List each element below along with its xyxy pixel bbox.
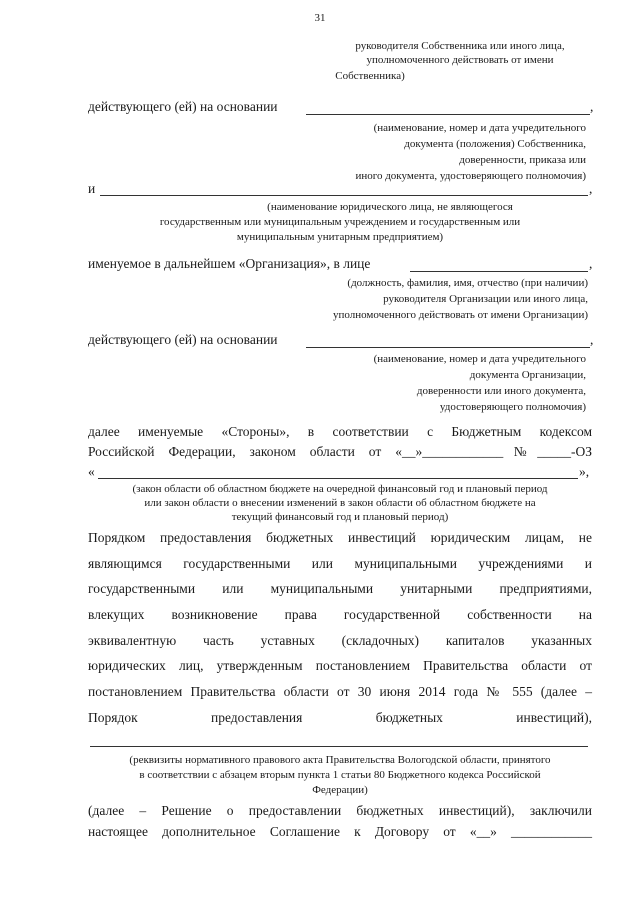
basis-label: действующего (ей) на основании <box>88 99 278 114</box>
legal-entity-note-line: муниципальным унитарным предприятием) <box>236 231 444 243</box>
basis-label: действующего (ей) на основании <box>88 332 278 347</box>
quote-close: », <box>579 464 590 479</box>
closing-line: (далее – Решение о предоставлении бюджетных инвестиций), заключили <box>88 803 592 818</box>
owner-note-line: Собственника) <box>335 70 405 82</box>
law-note-line: текущий финансовый год и плановый период) <box>231 511 449 523</box>
closing-line: настоящее дополнительное Соглашение к Договору от «__» ____________ <box>88 824 592 839</box>
organization-blank-line <box>410 271 588 272</box>
basis-note-line: (наименование, номер и дата учредительного <box>373 122 586 134</box>
basis-note-line: документа Организации, <box>469 369 586 381</box>
parties-line: Российской Федерации, законом области от «__»____________№_____-ОЗ <box>88 444 592 459</box>
basis-note-line: (наименование, номер и дата учредительного <box>373 353 586 365</box>
comma: , <box>590 99 594 114</box>
and-label: и <box>88 181 96 196</box>
legal-entity-note-line: государственным или муниципальным учреждением и государственным или <box>159 216 521 228</box>
basis-note-line: удостоверяющего полномочия) <box>439 401 586 413</box>
requisites-blank-line <box>90 746 588 747</box>
main-text-line: государственными или муниципальными унитарными предприятиями, <box>88 581 592 596</box>
owner-note-line: уполномоченного действовать от имени <box>366 54 554 66</box>
requisites-note-line: Федерации) <box>312 784 368 796</box>
basis-note-line: доверенности или иного документа, <box>416 385 586 397</box>
organization-note-line: (должность, фамилия, имя, отчество (при наличии) <box>347 277 588 289</box>
page-number: 31 <box>314 12 326 24</box>
legal-entity-note-line: (наименование юридического лица, не являющегося <box>267 201 513 213</box>
main-text-line: юридических лиц, утвержденным постановлением Правительства области от <box>88 658 592 673</box>
legal-entity-blank-line <box>100 195 588 196</box>
law-note-line: или закон области о внесении изменений в закон области об областном бюджете на <box>144 497 536 509</box>
main-text-line: влекущих возникновение права государственной собственности на <box>88 607 592 622</box>
organization-label: именуемое в дальнейшем «Организация», в лице <box>88 256 371 271</box>
main-text-line: Порядок предоставления бюджетных инвестиций), <box>88 710 592 725</box>
requisites-note-line: (реквизиты нормативного правового акта Правительства Вологодской области, принятого <box>129 754 551 766</box>
main-text-line: Порядком предоставления бюджетных инвестиций юридическим лицам, не <box>88 530 592 545</box>
law-note-line: (закон области об областном бюджете на очередной финансовый год и плановый период <box>132 483 548 495</box>
comma: , <box>589 256 593 271</box>
basis-note-line: документа (положения) Собственника, <box>404 138 586 150</box>
requisites-note-line: в соответствии с абзацем вторым пункта 1 статьи 80 Бюджетного кодекса Российской <box>139 769 541 781</box>
law-blank-line <box>98 478 578 479</box>
main-text-line: эквивалентную часть уставных (складочных) капиталов указанных <box>88 633 592 648</box>
comma: , <box>590 332 594 347</box>
parties-line: далее именуемые «Стороны», в соответствии с Бюджетным кодексом <box>88 424 592 439</box>
main-text-line: постановлением Правительства области от 30 июня 2014 года № 555 (далее – <box>88 684 592 699</box>
organization-note-line: руководителя Организации или иного лица, <box>383 293 588 305</box>
owner-note-line: руководителя Собственника или иного лица, <box>355 40 565 52</box>
basis-blank-line <box>306 347 590 348</box>
organization-note-line: уполномоченного действовать от имени Организации) <box>333 309 588 321</box>
basis-note-line: иного документа, удостоверяющего полномочия) <box>355 170 586 182</box>
basis-blank-line <box>306 114 590 115</box>
basis-note-line: доверенности, приказа или <box>459 154 586 166</box>
comma: , <box>589 181 593 196</box>
quote-open: « <box>88 464 95 479</box>
main-text-line: являющимся государственными или муниципальными учреждениями и <box>88 556 592 571</box>
